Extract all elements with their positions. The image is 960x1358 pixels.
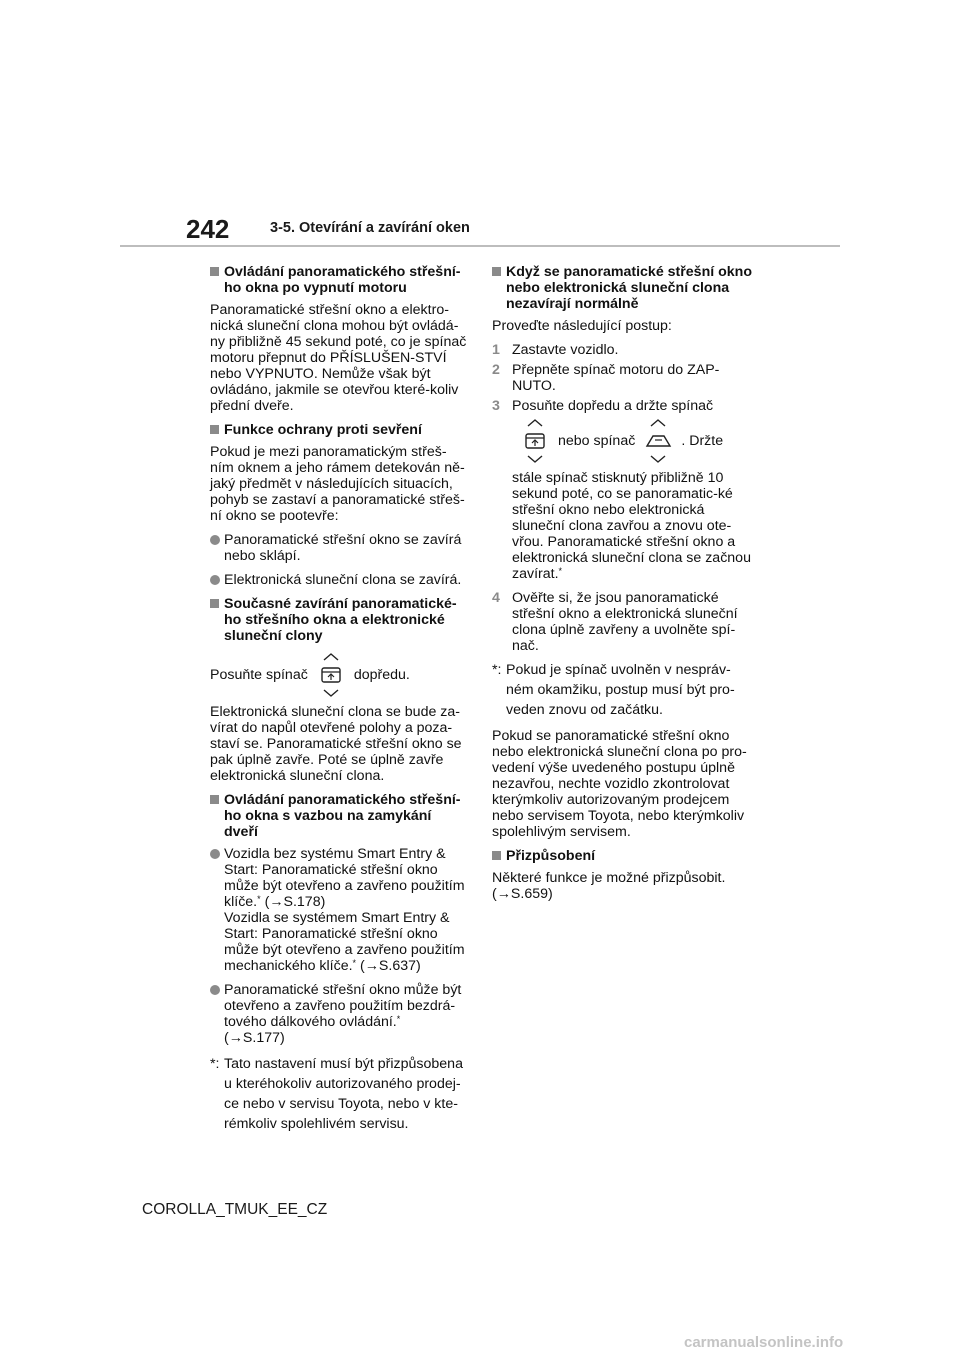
square-bullet-icon [492,851,501,860]
heading-text: Funkce ochrany proti sevření [224,422,422,438]
step-text: Přepněte spínač motoru do ZAP-NUTO. [512,362,720,394]
instruction-text: dopředu. [353,667,410,683]
paragraph: Pokud je mezi panoramatickým střeš-ním oknem a jeho rámem detekován ně-jaký předmět v následujících situacích, pohyb se zastaví a panoramatické střeš-ní okno se pootevře: [210,444,465,524]
heading-text: Ovládání panoramatického střešní-ho okna po vypnutí motoru [224,264,461,296]
heading-text: Ovládání panoramatického střešní-ho okna s vazbou na zamykání dveří [224,792,461,840]
document-id: COROLLA_TMUK_EE_CZ [142,1201,328,1218]
instruction-text: . Držte [681,433,724,449]
paragraph: Panoramatické střešní okno a elektro-nická sluneční clona mohou být ovládá-ny přibližně 45 sekund poté, co je spínač motoru přepnut do PŘÍSLUŠEN-STVÍ nebo VYPNUTO. Nemůže však být ovládáno, jakmile se otevřou které-koliv přední dveře. [210,302,467,414]
page-number: 242 [186,214,230,244]
step-1 [492,342,754,358]
sunshade-switch-icon [520,417,550,465]
page-reference: (→S.659) [492,886,553,902]
footnote-marker: *: [210,1056,220,1072]
bullet-item [210,572,468,588]
heading-door-lock-link [210,792,468,840]
heading-customization [492,848,754,864]
step-2 [492,362,754,394]
round-bullet-icon [210,535,220,545]
step-text: stále spínač stisknutý přibližně 10 sekund poté, co se panoramatic-ké střešní okno nebo elektronická sluneční clona zavřou a znovu ote-vřou. Panoramatické střešní okno a elektronická sluneční clona se začnou zavírat. [512,470,751,582]
heading-text: Přizpůsobení [506,848,596,864]
square-bullet-icon [210,599,219,608]
step-number: 2 [492,362,500,378]
section-title: 3-5. Otevírání a zavírání oken [270,220,470,236]
paragraph: Elektronická sluneční clona se bude za-vírat do napůl otevřené polohy a poza-staví se. Panoramatické střešní okno se pak úplně zavře. Poté se úplně zavře elektronická sluneční clona. [210,704,462,784]
bullet-item [210,532,468,564]
paragraph: Pokud se panoramatické střešní okno nebo elektronická sluneční clona po pro-vedení výše uvedeného postupu úplně nezavřou, nechte vozidlo zkontrolovat kterýmkoliv autorizovaným prodejcem nebo servisem Toyota, nebo kterýmkoliv spolehlivým servisem. [492,728,747,840]
left-column [210,264,468,1142]
step-3 [492,398,754,582]
step-text: Zastavte vozidlo. [512,342,619,358]
right-column [492,264,754,910]
watermark: carmanualsonline.info [684,1334,844,1351]
step-number: 1 [492,342,500,358]
step-4 [492,590,754,654]
instruction-text: nebo spínač [558,433,636,449]
page-reference: (→S.178) [264,894,326,910]
square-bullet-icon [210,425,219,434]
bullet-item [210,846,468,974]
heading-abnormal-closing [492,264,754,312]
step-text: Ověřte si, že jsou panoramatické střešní okno a elektronická sluneční clona úplně zavřeny a uvolněte spí-nač. [512,590,738,654]
footnote-mark: * [257,894,261,904]
square-bullet-icon [492,267,501,276]
bullet-text: Panoramatické střešní okno může být otevřeno a zavřeno použitím bezdrá-tového dálkového ovládání. [224,982,462,1030]
roof-switch-icon [643,417,673,465]
bullet-text: Vozidla se systémem Smart Entry & Start: Panoramatické střešní okno může být otevřeno a zavřeno použitím mechanického klíče. [224,910,465,974]
bullet-text: Panoramatické střešní okno se zavírá nebo sklápí. [224,532,462,564]
footnote-mark: * [558,566,563,576]
step-text: Posuňte dopředu a držte spínač [512,398,714,414]
step-number: 3 [492,398,500,414]
page-reference: (→S.637) [360,958,421,974]
round-bullet-icon [210,575,220,585]
heading-jam-protection [210,422,468,438]
instruction-text: Posuňte spínač [210,667,308,683]
page-reference: (→S.177) [224,1030,285,1046]
bullet-text: Vozidla bez systému Smart Entry & Start: Panoramatické střešní okno může být otevřeno a zavřeno použitím klíče. [224,846,465,910]
bullet-item [210,982,468,1046]
footnote [492,660,754,720]
footnote-mark: * [352,958,357,968]
round-bullet-icon [210,849,220,859]
square-bullet-icon [210,267,219,276]
heading-simultaneous-closing [210,596,468,644]
round-bullet-icon [210,985,220,995]
footnote [210,1054,468,1134]
footnote-mark: * [396,1014,401,1024]
paragraph [492,870,754,902]
heading-after-engine-off [210,264,468,296]
switch-instruction [210,650,468,700]
square-bullet-icon [210,795,219,804]
paragraph-text: Některé funkce je možné přizpůsobit. [492,870,726,886]
footnote-text: Tato nastavení musí být přizpůsobena u kteréhokoliv autorizovaného prodej-ce nebo v servisu Toyota, nebo v kte-rémkoliv spolehlivém servisu. [224,1056,463,1132]
bullet-text: Elektronická sluneční clona se zavírá. [224,572,462,588]
step-number: 4 [492,590,500,606]
header-rule [120,245,840,247]
footnote-text: Pokud je spínač uvolněn v nespráv-ném okamžiku, postup musí být pro-veden znovu od začátku. [506,662,735,718]
sunshade-switch-icon [316,651,346,699]
heading-text: Když se panoramatické střešní okno nebo elektronická sluneční clona nezavírají normálně [506,264,753,312]
footnote-marker: *: [492,662,502,678]
paragraph: Proveďte následující postup: [492,318,672,334]
switch-instruction [512,416,754,466]
heading-text: Současné zavírání panoramatické-ho střešního okna a elektronické sluneční clony [224,596,457,644]
